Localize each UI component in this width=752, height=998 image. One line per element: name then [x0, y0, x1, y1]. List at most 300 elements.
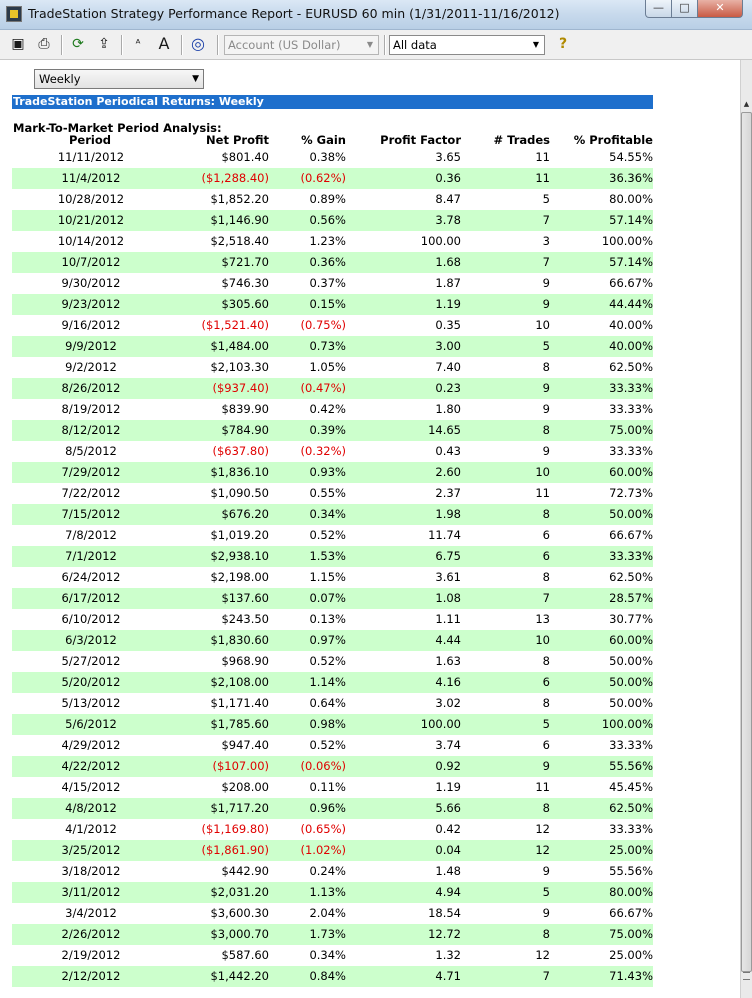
trades-cell: 9 [542, 276, 550, 290]
period-cell: 6/3/2012 [65, 633, 117, 647]
table-row [12, 462, 653, 483]
profit-factor-cell: 0.35 [435, 318, 461, 332]
account-currency-value: Account (US Dollar) [228, 38, 341, 52]
gain-cell: 0.13% [309, 612, 346, 626]
trades-cell: 13 [535, 612, 550, 626]
gain-cell: (1.02%) [300, 843, 346, 857]
toolbar [0, 30, 752, 60]
help-icon[interactable]: ? [558, 36, 568, 52]
profitable-cell: 33.33% [609, 822, 653, 836]
net-profit-cell: $1,484.00 [210, 339, 269, 353]
period-cell: 11/11/2012 [57, 150, 125, 164]
gain-cell: 1.05% [309, 360, 346, 374]
profit-factor-cell: 1.63 [435, 654, 461, 668]
trades-cell: 12 [535, 843, 550, 857]
gain-cell: 0.34% [309, 948, 346, 962]
column-header-profit-factor: Profit Factor [380, 133, 461, 147]
gain-cell: 0.98% [309, 717, 346, 731]
profitable-cell: 33.33% [609, 738, 653, 752]
trades-cell: 3 [542, 234, 550, 248]
net-profit-cell: $442.90 [221, 864, 269, 878]
profit-factor-cell: 14.65 [428, 423, 461, 437]
table-row [12, 273, 653, 294]
profitable-cell: 80.00% [609, 192, 653, 206]
profitable-cell: 28.57% [609, 591, 653, 605]
net-profit-cell: $2,031.20 [210, 885, 269, 899]
report-content [0, 60, 740, 998]
period-select[interactable] [34, 69, 204, 89]
net-profit-cell: $587.60 [221, 948, 269, 962]
trades-cell: 9 [542, 402, 550, 416]
trades-cell: 12 [535, 948, 550, 962]
period-cell: 11/4/2012 [61, 171, 121, 185]
trades-cell: 10 [535, 633, 550, 647]
table-row [12, 168, 653, 189]
period-cell: 4/22/2012 [61, 759, 121, 773]
analysis-title: Mark-To-Market Period Analysis: [13, 121, 222, 135]
gain-cell: 1.14% [309, 675, 346, 689]
trades-cell: 5 [542, 717, 550, 731]
table-row [12, 945, 653, 966]
column-header-gain: % Gain [301, 133, 346, 147]
net-profit-cell: $2,103.30 [210, 360, 269, 374]
gain-cell: 0.64% [309, 696, 346, 710]
table-row [12, 609, 653, 630]
net-profit-cell: ($1,288.40) [201, 171, 269, 185]
profit-factor-cell: 4.16 [435, 675, 461, 689]
net-profit-cell: ($1,861.90) [201, 843, 269, 857]
period-cell: 4/1/2012 [65, 822, 117, 836]
table-row [12, 882, 653, 903]
net-profit-cell: $1,830.60 [210, 633, 269, 647]
profit-factor-cell: 0.92 [435, 759, 461, 773]
trades-cell: 9 [542, 381, 550, 395]
profit-factor-cell: 1.68 [435, 255, 461, 269]
period-cell: 10/7/2012 [61, 255, 121, 269]
period-cell: 2/26/2012 [61, 927, 121, 941]
trades-cell: 5 [542, 192, 550, 206]
period-cell: 7/29/2012 [61, 465, 121, 479]
trades-cell: 7 [542, 213, 550, 227]
gain-cell: 0.89% [309, 192, 346, 206]
profitable-cell: 25.00% [609, 948, 653, 962]
net-profit-cell: $137.60 [221, 591, 269, 605]
net-profit-cell: $208.00 [221, 780, 269, 794]
gain-cell: (0.32%) [300, 444, 346, 458]
profitable-cell: 50.00% [609, 507, 653, 521]
gain-cell: 2.04% [309, 906, 346, 920]
profit-factor-cell: 3.78 [435, 213, 461, 227]
table-row [12, 483, 653, 504]
trades-cell: 12 [535, 822, 550, 836]
trades-cell: 6 [542, 738, 550, 752]
profit-factor-cell: 1.80 [435, 402, 461, 416]
net-profit-cell: ($107.00) [212, 759, 269, 773]
gain-cell: 0.56% [309, 213, 346, 227]
gain-cell: (0.65%) [300, 822, 346, 836]
net-profit-cell: $3,000.70 [210, 927, 269, 941]
profit-factor-cell: 4.44 [435, 633, 461, 647]
minimize-button[interactable]: — [645, 0, 672, 18]
profitable-cell: 66.67% [609, 906, 653, 920]
table-row [12, 315, 653, 336]
gain-cell: 0.93% [309, 465, 346, 479]
profitable-cell: 100.00% [601, 717, 653, 731]
profit-factor-cell: 1.19 [435, 780, 461, 794]
profitable-cell: 30.77% [609, 612, 653, 626]
gain-cell: 0.34% [309, 507, 346, 521]
trades-cell: 9 [542, 759, 550, 773]
profit-factor-cell: 4.94 [435, 885, 461, 899]
period-cell: 4/29/2012 [61, 738, 121, 752]
trades-cell: 7 [542, 255, 550, 269]
trades-cell: 11 [535, 486, 550, 500]
gain-cell: 1.15% [309, 570, 346, 584]
period-cell: 9/23/2012 [61, 297, 121, 311]
trades-cell: 8 [542, 360, 550, 374]
period-cell: 9/2/2012 [65, 360, 117, 374]
table-header-row [12, 133, 653, 147]
period-cell: 7/15/2012 [61, 507, 121, 521]
trades-cell: 8 [542, 696, 550, 710]
save-icon[interactable]: ▣ [11, 36, 25, 52]
period-select-value: Weekly [39, 72, 81, 86]
profit-factor-cell: 4.71 [435, 969, 461, 983]
table-row [12, 903, 653, 924]
profitable-cell: 60.00% [609, 633, 653, 647]
net-profit-cell: ($637.80) [212, 444, 269, 458]
profitable-cell: 57.14% [609, 213, 653, 227]
net-profit-cell: $947.40 [221, 738, 269, 752]
net-profit-cell: $784.90 [221, 423, 269, 437]
period-analysis-table [12, 133, 653, 987]
font-larger-icon[interactable]: A [158, 34, 170, 53]
trades-cell: 8 [542, 570, 550, 584]
profit-factor-cell: 1.32 [435, 948, 461, 962]
net-profit-cell: $746.30 [221, 276, 269, 290]
table-row [12, 924, 653, 945]
profit-factor-cell: 1.11 [435, 612, 461, 626]
period-cell: 7/22/2012 [61, 486, 121, 500]
profitable-cell: 36.36% [609, 171, 653, 185]
trades-cell: 11 [535, 780, 550, 794]
gain-cell: (0.47%) [300, 381, 346, 395]
chevron-down-icon: ▼ [532, 40, 540, 49]
profitable-cell: 33.33% [609, 402, 653, 416]
maximize-button[interactable]: □ [671, 0, 698, 18]
profitable-cell: 40.00% [609, 318, 653, 332]
profit-factor-cell: 3.65 [435, 150, 461, 164]
column-header-trades: # Trades [493, 133, 550, 147]
refresh-icon[interactable]: ⟳ [72, 36, 84, 52]
profitable-cell: 55.56% [609, 864, 653, 878]
profit-factor-cell: 5.66 [435, 801, 461, 815]
net-profit-cell: $1,146.90 [210, 213, 269, 227]
gain-cell: 0.37% [309, 276, 346, 290]
net-profit-cell: $1,442.20 [210, 969, 269, 983]
profitable-cell: 25.00% [609, 843, 653, 857]
profitable-cell: 50.00% [609, 696, 653, 710]
table-row [12, 966, 653, 987]
profitable-cell: 33.33% [609, 444, 653, 458]
profit-factor-cell: 1.08 [435, 591, 461, 605]
gain-cell: 0.55% [309, 486, 346, 500]
net-profit-cell: $2,938.10 [210, 549, 269, 563]
table-row [12, 630, 653, 651]
scroll-up-icon[interactable]: ▲ [743, 100, 750, 108]
profitable-cell: 57.14% [609, 255, 653, 269]
profitable-cell: 71.43% [609, 969, 653, 983]
profit-factor-cell: 1.19 [435, 297, 461, 311]
period-cell: 2/12/2012 [61, 969, 121, 983]
table-row [12, 252, 653, 273]
trades-cell: 8 [542, 507, 550, 521]
net-profit-cell: ($1,521.40) [201, 318, 269, 332]
account-currency-combo[interactable] [224, 35, 379, 55]
gain-cell: 0.38% [309, 150, 346, 164]
profitable-cell: 60.00% [609, 465, 653, 479]
profitable-cell: 33.33% [609, 381, 653, 395]
gain-cell: (0.75%) [300, 318, 346, 332]
trades-cell: 9 [542, 444, 550, 458]
gain-cell: 0.24% [309, 864, 346, 878]
table-row [12, 567, 653, 588]
profitable-cell: 80.00% [609, 885, 653, 899]
profit-factor-cell: 18.54 [428, 906, 461, 920]
gain-cell: 0.97% [309, 633, 346, 647]
table-row [12, 420, 653, 441]
net-profit-cell: $305.60 [221, 297, 269, 311]
period-cell: 3/18/2012 [61, 864, 121, 878]
trades-cell: 7 [542, 969, 550, 983]
period-cell: 6/17/2012 [61, 591, 121, 605]
gain-cell: 0.15% [309, 297, 346, 311]
profit-factor-cell: 1.87 [435, 276, 461, 290]
period-cell: 6/10/2012 [61, 612, 121, 626]
chevron-down-icon: ▼ [366, 40, 374, 49]
table-row [12, 399, 653, 420]
export-icon[interactable]: ⇪ [98, 36, 110, 52]
gain-cell: 0.07% [309, 591, 346, 605]
profit-factor-cell: 2.60 [435, 465, 461, 479]
trades-cell: 9 [542, 864, 550, 878]
period-cell: 5/20/2012 [61, 675, 121, 689]
toolbar-separator [61, 35, 63, 55]
gain-cell: 0.36% [309, 255, 346, 269]
period-cell: 5/13/2012 [61, 696, 121, 710]
period-cell: 5/6/2012 [65, 717, 117, 731]
toolbar-separator [181, 35, 183, 55]
data-range-combo[interactable] [389, 35, 545, 55]
profitable-cell: 50.00% [609, 654, 653, 668]
table-row [12, 861, 653, 882]
profit-factor-cell: 12.72 [428, 927, 461, 941]
net-profit-cell: $1,717.20 [210, 801, 269, 815]
net-profit-cell: $2,198.00 [210, 570, 269, 584]
trades-cell: 9 [542, 297, 550, 311]
profit-factor-cell: 1.48 [435, 864, 461, 878]
trades-cell: 9 [542, 906, 550, 920]
table-row [12, 378, 653, 399]
profitable-cell: 66.67% [609, 528, 653, 542]
net-profit-cell: $1,171.40 [210, 696, 269, 710]
period-cell: 7/1/2012 [65, 549, 117, 563]
trades-cell: 11 [535, 150, 550, 164]
table-row [12, 819, 653, 840]
column-header-period: Period [69, 133, 111, 147]
period-cell: 8/12/2012 [61, 423, 121, 437]
period-cell: 4/8/2012 [65, 801, 117, 815]
profitable-cell: 62.50% [609, 360, 653, 374]
gain-cell: 1.53% [309, 549, 346, 563]
net-profit-cell: $1,852.20 [210, 192, 269, 206]
profitable-cell: 62.50% [609, 801, 653, 815]
profit-factor-cell: 11.74 [428, 528, 461, 542]
trades-cell: 6 [542, 549, 550, 563]
table-row [12, 336, 653, 357]
gain-cell: 0.96% [309, 801, 346, 815]
table-row [12, 735, 653, 756]
profitable-cell: 66.67% [609, 276, 653, 290]
table-row [12, 147, 653, 168]
report-header: TradeStation Periodical Returns: Weekly [12, 95, 653, 109]
trades-cell: 8 [542, 927, 550, 941]
table-row [12, 840, 653, 861]
trades-cell: 11 [535, 171, 550, 185]
gain-cell: 0.42% [309, 402, 346, 416]
period-cell: 3/25/2012 [61, 843, 121, 857]
trades-cell: 10 [535, 318, 550, 332]
profitable-cell: 62.50% [609, 570, 653, 584]
profitable-cell: 75.00% [609, 423, 653, 437]
period-cell: 7/8/2012 [65, 528, 117, 542]
profit-factor-cell: 0.42 [435, 822, 461, 836]
gain-cell: 1.23% [309, 234, 346, 248]
table-row [12, 588, 653, 609]
table-row [12, 294, 653, 315]
period-cell: 3/11/2012 [61, 885, 121, 899]
trades-cell: 6 [542, 528, 550, 542]
period-cell: 6/24/2012 [61, 570, 121, 584]
gain-cell: 0.52% [309, 654, 346, 668]
data-range-value: All data [393, 38, 437, 52]
gain-cell: (0.06%) [300, 759, 346, 773]
profitable-cell: 55.56% [609, 759, 653, 773]
profit-factor-cell: 2.37 [435, 486, 461, 500]
net-profit-cell: $1,836.10 [210, 465, 269, 479]
net-profit-cell: $968.90 [221, 654, 269, 668]
trades-cell: 5 [542, 885, 550, 899]
chevron-down-icon: ▼ [192, 74, 199, 84]
gain-cell: 0.52% [309, 528, 346, 542]
trades-cell: 5 [542, 339, 550, 353]
table-row [12, 441, 653, 462]
profit-factor-cell: 100.00 [420, 717, 461, 731]
period-cell: 8/26/2012 [61, 381, 121, 395]
column-header-profitable: % Profitable [573, 133, 653, 147]
profit-factor-cell: 3.02 [435, 696, 461, 710]
net-profit-cell: $721.70 [221, 255, 269, 269]
tradestation-app-icon [6, 6, 22, 22]
net-profit-cell: $1,090.50 [210, 486, 269, 500]
target-icon[interactable]: ◎ [191, 34, 205, 53]
profitable-cell: 44.44% [609, 297, 653, 311]
table-row [12, 777, 653, 798]
period-cell: 9/16/2012 [61, 318, 121, 332]
table-row [12, 798, 653, 819]
table-row [12, 189, 653, 210]
profitable-cell: 45.45% [609, 780, 653, 794]
gain-cell: 0.11% [309, 780, 346, 794]
trades-cell: 8 [542, 801, 550, 815]
scrollbar-grip-icon [743, 972, 750, 980]
period-cell: 4/15/2012 [61, 780, 121, 794]
profitable-cell: 50.00% [609, 675, 653, 689]
profit-factor-cell: 3.74 [435, 738, 461, 752]
gain-cell: 0.84% [309, 969, 346, 983]
table-row [12, 693, 653, 714]
profit-factor-cell: 0.43 [435, 444, 461, 458]
close-button[interactable]: ✕ [697, 0, 743, 18]
net-profit-cell: $2,108.00 [210, 675, 269, 689]
profit-factor-cell: 3.61 [435, 570, 461, 584]
net-profit-cell: ($937.40) [212, 381, 269, 395]
profit-factor-cell: 0.04 [435, 843, 461, 857]
print-icon[interactable]: ⎙ [38, 36, 50, 52]
period-cell: 2/19/2012 [61, 948, 121, 962]
profit-factor-cell: 1.98 [435, 507, 461, 521]
title-bar [0, 0, 752, 30]
scrollbar-thumb[interactable] [741, 112, 752, 972]
net-profit-cell: $2,518.40 [210, 234, 269, 248]
window-title: TradeStation Strategy Performance Report - EURUSD 60 min (1/31/2011-11/16/2012) [28, 6, 560, 21]
net-profit-cell: $676.20 [221, 507, 269, 521]
font-smaller-icon[interactable]: ᴬ [135, 37, 141, 50]
profitable-cell: 100.00% [601, 234, 653, 248]
profit-factor-cell: 3.00 [435, 339, 461, 353]
period-cell: 10/21/2012 [57, 213, 125, 227]
table-row [12, 546, 653, 567]
trades-cell: 6 [542, 675, 550, 689]
profit-factor-cell: 0.36 [435, 171, 461, 185]
table-row [12, 714, 653, 735]
period-cell: 8/5/2012 [65, 444, 117, 458]
net-profit-cell: $3,600.30 [210, 906, 269, 920]
table-row [12, 651, 653, 672]
net-profit-cell: $1,785.60 [210, 717, 269, 731]
period-cell: 10/28/2012 [57, 192, 125, 206]
profit-factor-cell: 6.75 [435, 549, 461, 563]
period-cell: 3/4/2012 [65, 906, 117, 920]
period-cell: 5/27/2012 [61, 654, 121, 668]
trades-cell: 7 [542, 591, 550, 605]
net-profit-cell: $839.90 [221, 402, 269, 416]
profit-factor-cell: 100.00 [420, 234, 461, 248]
table-row [12, 672, 653, 693]
period-cell: 9/9/2012 [65, 339, 117, 353]
net-profit-cell: ($1,169.80) [201, 822, 269, 836]
trades-cell: 8 [542, 654, 550, 668]
toolbar-separator [217, 35, 219, 55]
gain-cell: 0.73% [309, 339, 346, 353]
table-row [12, 357, 653, 378]
profitable-cell: 33.33% [609, 549, 653, 563]
gain-cell: (0.62%) [300, 171, 346, 185]
profit-factor-cell: 7.40 [435, 360, 461, 374]
table-row [12, 525, 653, 546]
vertical-scrollbar[interactable] [740, 60, 752, 998]
net-profit-cell: $243.50 [221, 612, 269, 626]
